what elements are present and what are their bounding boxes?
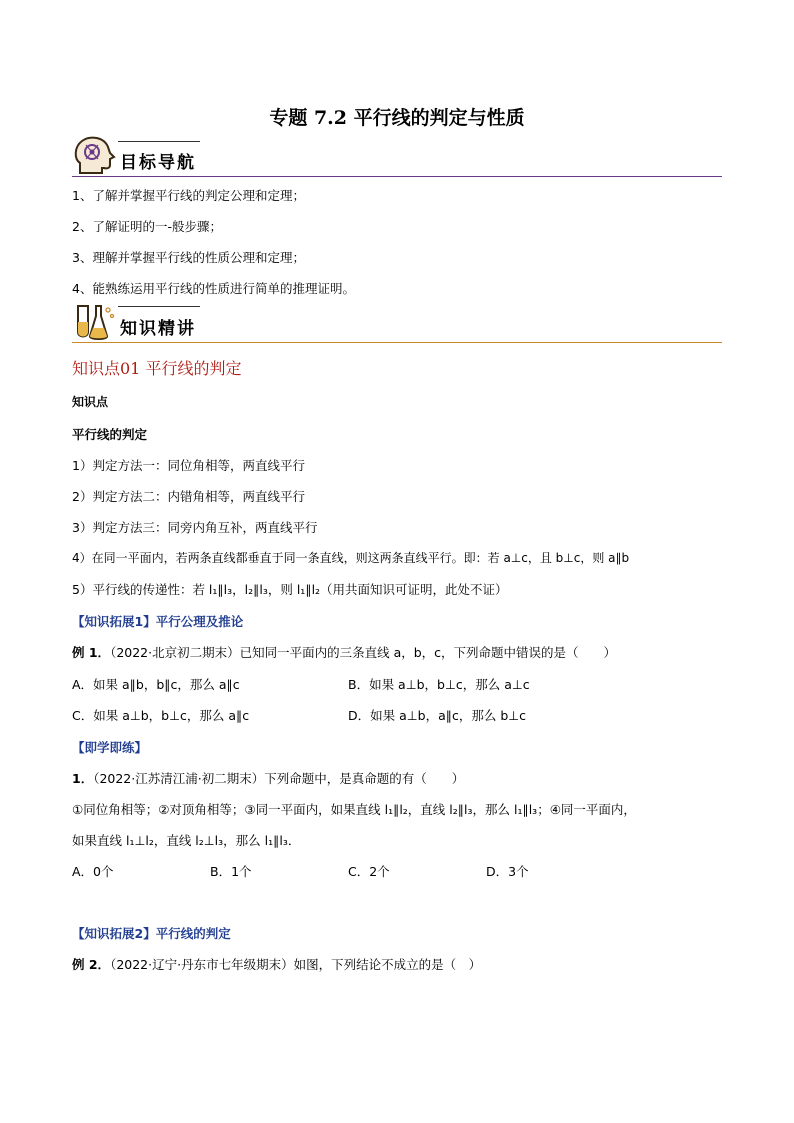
practice-option-a: A．0个 <box>72 864 114 879</box>
goal-divider <box>72 176 722 177</box>
method-1: 1）判定方法一：同位角相等，两直线平行 <box>72 458 305 473</box>
goal-item-1: 1、了解并掌握平行线的判定公理和定理； <box>72 188 305 203</box>
ext2-heading: 【知识拓展2】平行线的判定 <box>72 926 231 941</box>
practice-question <box>72 769 464 787</box>
section-knowledge-label: 知识精讲 <box>120 319 196 339</box>
ext1-option-c: C．如果 a⊥b，b⊥c，那么 a∥c <box>72 708 250 723</box>
lab-flask-icon <box>72 302 116 342</box>
kp01-title: 知识点01 平行线的判定 <box>72 359 242 378</box>
ext1-option-d: D．如果 a⊥b，a∥c，那么 b⊥c <box>348 708 527 723</box>
ext2-example <box>72 955 481 973</box>
knowledge-divider <box>72 342 722 343</box>
goal-item-4: 4、能熟练运用平行线的性质进行简单的推理证明。 <box>72 281 355 296</box>
section-goal-label: 目标导航 <box>120 153 196 173</box>
practice-option-b: B．1个 <box>210 864 252 879</box>
head-gears-icon <box>72 135 116 175</box>
method-2: 2）判定方法二：内错角相等，两直线平行 <box>72 489 305 504</box>
ext2-example-prefix: 例 2． <box>72 957 111 972</box>
page-title: 专题 7.2 平行线的判定与性质 <box>269 107 525 129</box>
practice-question-prefix: 1． <box>72 771 94 786</box>
kp01-sub2: 平行线的判定 <box>72 427 148 442</box>
ext1-option-a: A．如果 a∥b，b∥c，那么 a∥c <box>72 677 240 692</box>
ext1-example-text: （2022·北京初二期末）已知同一平面内的三条直线 a，b，c，下列命题中错误的是（ ） <box>110 645 617 660</box>
method-3: 3）判定方法三：同旁内角互补，两直线平行 <box>72 520 318 535</box>
practice-option-c: C．2个 <box>348 864 390 879</box>
method-5: 5）平行线的传递性：若 l₁∥l₃，l₂∥l₃，则 l₁∥l₂（用共面知识可证明，此处不证） <box>72 582 508 597</box>
ext1-example <box>72 643 616 661</box>
ext2-example-text: （2022·辽宁·丹东市七年级期末）如图，下列结论不成立的是（ ） <box>110 957 482 972</box>
ext1-option-b: B．如果 a⊥b，b⊥c，那么 a⊥c <box>348 677 530 692</box>
goal-label-overline <box>118 141 200 142</box>
kp01-sub1: 知识点 <box>72 395 109 409</box>
practice-option-d: D．3个 <box>486 864 529 879</box>
practice-question-text: （2022·江苏清江浦·初二期末）下列命题中，是真命题的有（ ） <box>93 771 465 786</box>
practice-line-2: 如果直线 l₁⊥l₂，直线 l₂⊥l₃，那么 l₁∥l₃． <box>72 833 301 848</box>
practice-line-1: ①同位角相等；②对顶角相等；③同一平面内，如果直线 l₁∥l₂，直线 l₂∥l₃，那么 l₁∥l₃；④同一平面内， <box>72 802 636 817</box>
goal-item-2: 2、了解证明的一-般步骤； <box>72 219 222 234</box>
ext1-heading: 【知识拓展1】平行公理及推论 <box>72 614 244 629</box>
practice-heading: 【即学即练】 <box>72 740 148 755</box>
goal-item-3: 3、理解并掌握平行线的性质公理和定理； <box>72 250 305 265</box>
method-4: 4）在同一平面内，若两条直线都垂直于同一条直线，则这两条直线平行。即：若 a⊥c，且 b⊥c，则 a∥b <box>72 551 630 565</box>
ext1-example-prefix: 例 1． <box>72 645 111 660</box>
knowledge-label-overline <box>118 306 200 307</box>
